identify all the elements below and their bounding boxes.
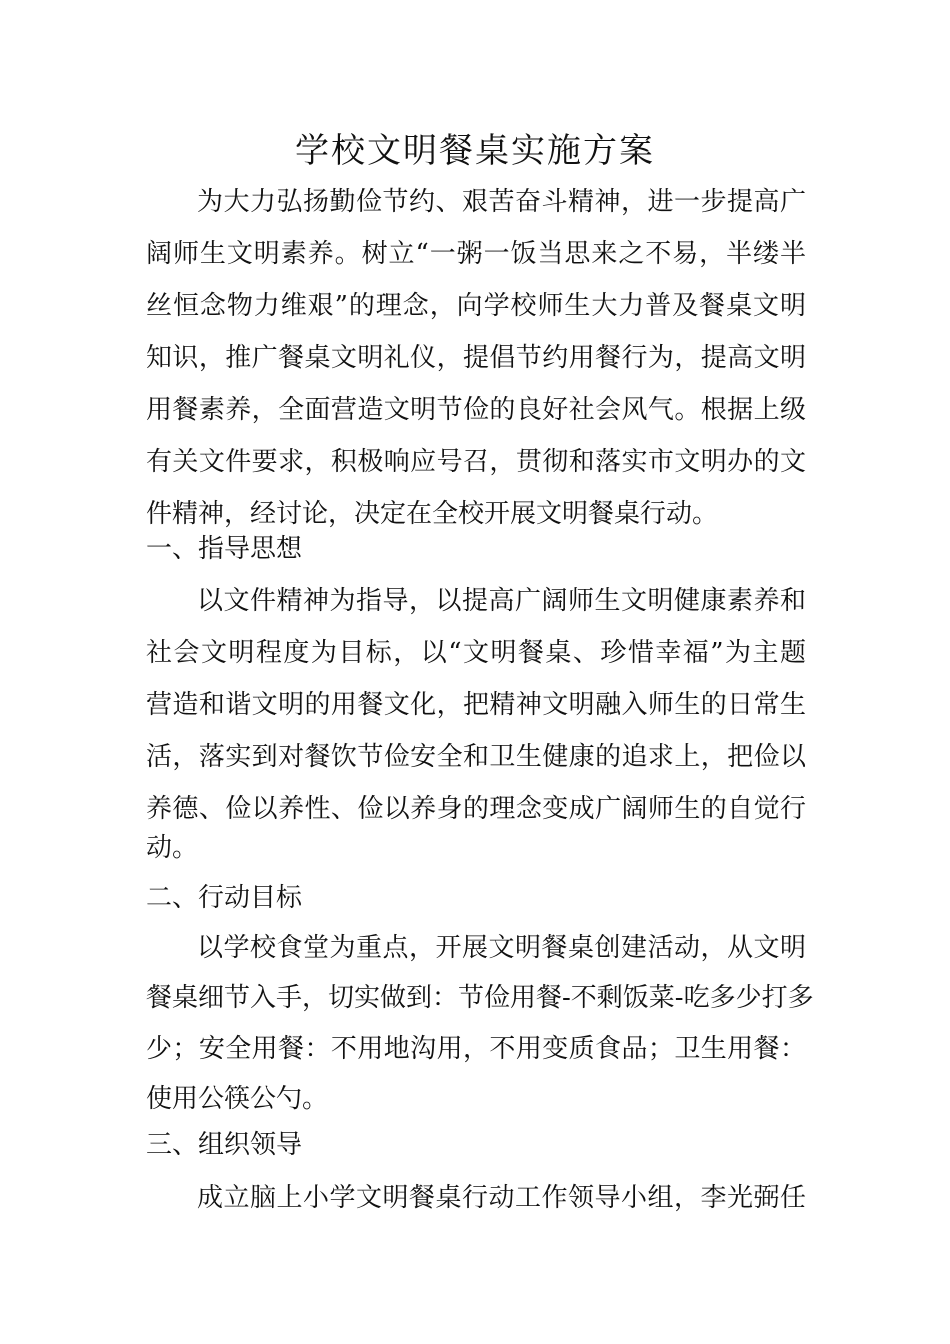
section-heading: 三、组织领导: [146, 1130, 303, 1160]
section-heading: 二、行动目标: [146, 883, 303, 913]
document-title: 学校文明餐桌实施方案: [295, 131, 655, 171]
section2-line: 少；安全用餐：不用地沟用，不用变质食品；卫生用餐：: [146, 1034, 806, 1064]
section2-line: 以学校食堂为重点，开展文明餐桌创建活动，从文明: [197, 933, 806, 963]
section-heading: 一、指导思想: [146, 534, 303, 564]
intro-line: 丝恒念物力维艰”的理念，向学校师生大力普及餐桌文明: [146, 291, 806, 321]
section1-line: 养德、俭以养性、俭以养身的理念变成广阔师生的自觉行: [146, 794, 806, 824]
section1-line: 以文件精神为指导，以提高广阔师生文明健康素养和: [197, 586, 806, 616]
intro-line: 件精神，经讨论，决定在全校开展文明餐桌行动。: [146, 499, 719, 529]
intro-line: 为大力弘扬勤俭节约、艰苦奋斗精神，进一步提高广: [197, 187, 806, 217]
section3-line: 成立脑上小学文明餐桌行动工作领导小组，李光弼任: [197, 1183, 806, 1213]
intro-line: 有关文件要求，积极响应号召，贯彻和落实市文明办的文: [146, 447, 806, 477]
section1-line: 活，落实到对餐饮节俭安全和卫生健康的追求上，把俭以: [146, 742, 806, 772]
section2-line: 餐桌细节入手，切实做到：节俭用餐-不剩饭菜-吃多少打多: [146, 983, 814, 1013]
intro-line: 阔师生文明素养。树立“一粥一饭当思来之不易，半缕半: [146, 239, 806, 269]
section1-line: 社会文明程度为目标，以“文明餐桌、珍惜幸福”为主题: [146, 638, 806, 668]
intro-line: 知识，推广餐桌文明礼仪，提倡节约用餐行为，提高文明: [146, 343, 806, 373]
section2-line: 使用公筷公勺。: [146, 1084, 329, 1114]
section1-line: 营造和谐文明的用餐文化，把精神文明融入师生的日常生: [146, 690, 806, 720]
intro-line: 用餐素养，全面营造文明节俭的良好社会风气。根据上级: [146, 395, 806, 425]
section1-line: 动。: [146, 833, 199, 863]
